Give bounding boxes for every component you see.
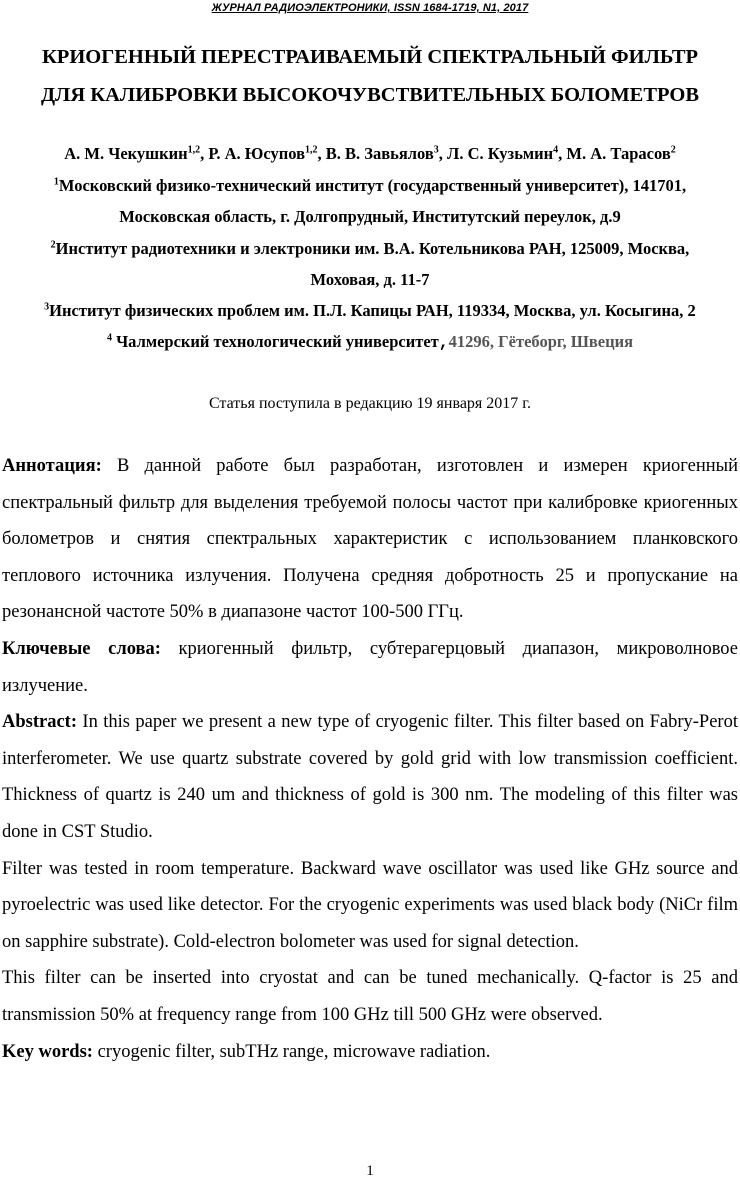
author-3 [326, 144, 447, 163]
abstract-en-text: In this paper we present a new type of cryogenic filter. This filter based on Fabry-Perot interferometer. We use quartz substrate covered by gold grid with low transmission coefficient. Thickness of quartz is 240 um and thickness of gold is 300 nm. The modeling of this filter was done in CST Studio. [2, 712, 738, 842]
author-5 [566, 144, 675, 163]
author-name: Л. С. Кузьмин [447, 144, 554, 163]
author-affil-mark: 1,2 [187, 144, 201, 156]
affiliation-2 [0, 233, 740, 295]
keywords-en [2, 1034, 738, 1071]
author-separator: , [438, 144, 448, 163]
affiliation-mark: 1 [53, 176, 59, 188]
author-affil-mark: 1,2 [305, 144, 318, 156]
abstract-section [2, 448, 738, 1070]
abstract-ru-text: В данной работе был разработан, изготовлен и измерен криогенный спектральный фильтр для выделения требуемой полосы частот при калибровке криогенных болометров и снятия спектральных характеристик с использованием планковского теплового источника излучения. Получена средняя добротность 25 и пропускание на резонансной частоте 50% в диапазоне частот 100-500 ГГц. [2, 456, 738, 623]
author-separator: , [317, 144, 326, 163]
author-1 [64, 144, 208, 163]
author-name: Р. А. Юсупов [208, 144, 305, 163]
author-4 [447, 144, 566, 163]
title-line-2: ДЛЯ КАЛИБРОВКИ ВЫСОКОЧУВСТВИТЕЛЬНЫХ БОЛОМЕТРОВ [40, 84, 700, 106]
affiliation-4-address: 41296, Гётеборг, Швеция [448, 332, 634, 351]
affiliation-mark: 3 [44, 301, 50, 313]
affiliation-3-text: Институт физических проблем им. П.Л. Капицы РАН, 119334, Москва, ул. Косыгина, 2 [49, 301, 696, 320]
keywords-ru [2, 631, 738, 704]
affiliation-2-line-1: Институт радиотехники и электроники им. В.А. Котельникова РАН, 125009, Москва, [55, 239, 690, 258]
abstract-en-label: Abstract: [2, 712, 78, 733]
affiliation-4-text: Чалмерский технологический университет [111, 332, 439, 351]
affiliation-3 [0, 295, 740, 326]
author-name: М. А. Тарасов [566, 144, 671, 163]
keywords-en-text: cryogenic filter, subTHz range, microwave radiation. [92, 1041, 491, 1062]
author-separator: , [558, 144, 567, 163]
abstract-ru-label: Аннотация: [2, 456, 102, 476]
affiliation-mark: 4 [106, 332, 112, 344]
paper-title [0, 38, 740, 114]
author-name: В. В. Завьялов [325, 144, 434, 163]
affiliation-mark: 2 [50, 239, 56, 251]
journal-header: ЖУРНАЛ РАДИОЭЛЕКТРОНИКИ, ISSN 1684-1719, N1, 2017 [211, 2, 529, 14]
keywords-ru-label: Ключевые слова: [2, 638, 161, 659]
author-affil-mark: 3 [433, 144, 439, 156]
author-affil-mark: 2 [670, 144, 676, 156]
abstract-ru [2, 448, 738, 631]
affiliation-1-line-1: Московский физико-технический институт (государственный университет), 141701, [58, 176, 687, 195]
title-line-1: КРИОГЕННЫЙ ПЕРЕСТРАИВАЕМЫЙ СПЕКТРАЛЬНЫЙ ФИЛЬТР [41, 46, 699, 68]
author-separator: , [200, 144, 209, 163]
page-number: 1 [366, 1163, 374, 1179]
abstract-en-p1 [2, 704, 738, 850]
author-affil-mark: 4 [553, 144, 559, 156]
abstract-en-p3: This filter can be inserted into cryostat and can be tuned mechanically. Q-factor is 25 and transmission 50% at frequency range from 100 GHz till 500 GHz were observed. [2, 968, 738, 1025]
author-2 [208, 144, 325, 163]
received-date: Статья поступила в редакцию 19 января 2017 г. [208, 395, 532, 412]
affiliation-2-line-2: Моховая, д. 11-7 [310, 270, 430, 289]
affiliation-1 [0, 170, 740, 232]
keywords-en-label: Key words: [2, 1041, 93, 1062]
affiliation-4-comma: , [438, 333, 449, 352]
author-name: А. М. Чекушкин [64, 144, 188, 163]
author-list [0, 138, 740, 169]
keywords-ru-text: криогенный фильтр, субтерагерцовый диапазон, микроволновое излучение. [2, 638, 738, 696]
affiliation-1-line-2: Московская область, г. Долгопрудный, Институтский переулок, д.9 [119, 207, 621, 226]
abstract-en-p2: Filter was tested in room temperature. Backward wave oscillator was used like GHz source and pyroelectric was used like detector. For the cryogenic experiments was used black body (NiCr film on sapphire substrate). Cold-electron bolometer was used for signal detection. [2, 858, 738, 952]
affiliation-4 [0, 326, 740, 358]
